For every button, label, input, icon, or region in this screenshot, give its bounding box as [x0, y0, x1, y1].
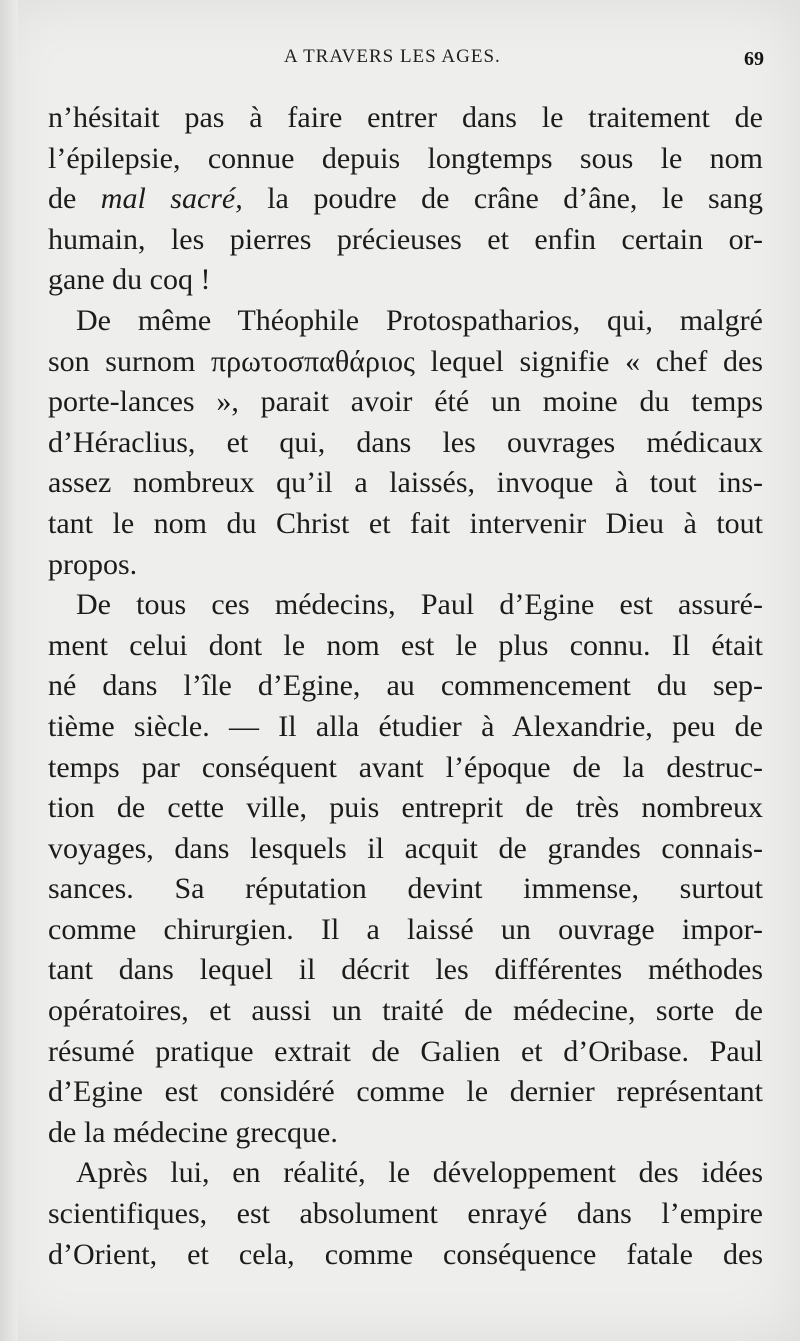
body-text: [48, 98, 763, 1275]
page-header: [48, 42, 764, 82]
text-fragment: de: [48, 182, 101, 216]
italic-term: mal sacré,: [100, 182, 243, 216]
paragraph-start-line: De tous ces médecins, Paul d’Egine est assuré-: [76, 588, 763, 622]
text-line: assez nombreux qu’il a laissés, invoque à tout ins-: [48, 466, 763, 500]
text-line: résumé pratique extrait de Galien et d’Oribase. Paul: [48, 1034, 763, 1068]
text-line: humain, les pierres précieuses et enfin certain or-: [48, 222, 763, 256]
text-line: tion de cette ville, puis entreprit de très nombreux: [48, 791, 763, 825]
text-line: voyages, dans lesquels il acquit de grandes connais-: [48, 831, 763, 865]
text-fragment: la poudre de crâne d’âne, le sang: [242, 182, 763, 216]
text-line-with-italic: [48, 179, 763, 220]
text-line: porte-lances », parait avoir été un moine du temps: [48, 385, 763, 419]
text-line: opératoires, et aussi un traité de médecine, sorte de: [48, 994, 763, 1028]
text-line: propos.: [48, 547, 138, 581]
text-line: scientifiques, est absolument enrayé dans l’empire: [48, 1197, 763, 1231]
text-line: d’Egine est considéré comme le dernier représentant: [48, 1075, 763, 1109]
text-line: d’Orient, et cela, comme conséquence fatale des: [48, 1237, 763, 1271]
text-line: d’Héraclius, et qui, dans les ouvrages médicaux: [48, 425, 763, 459]
text-line: tant dans lequel il décrit les différentes méthodes: [48, 953, 763, 987]
text-line: né dans l’île d’Egine, au commencement du sep-: [48, 669, 763, 703]
text-line: temps par conséquent avant l’époque de la destruc-: [48, 750, 763, 784]
paragraph-start-line: De même Théophile Protospatharios, qui, malgré: [76, 303, 763, 337]
text-line: n’hésitait pas à faire entrer dans le traitement de: [48, 101, 763, 134]
page-gutter-edge: [0, 0, 18, 1341]
running-title: A TRAVERS LES AGES.: [284, 46, 501, 67]
text-line: ment celui dont le nom est le plus connu. Il était: [48, 628, 763, 662]
paragraph-start-line: Après lui, en réalité, le développement des idées: [76, 1156, 763, 1190]
text-line: gane du coq !: [48, 263, 211, 297]
page-number: 69: [744, 48, 764, 70]
text-line: son surnom πρωτοσπαθάριος lequel signifie « chef des: [48, 344, 763, 378]
text-line: comme chirurgien. Il a laissé un ouvrage impor-: [48, 912, 763, 946]
text-line: l’épilepsie, connue depuis longtemps sous le nom: [48, 141, 763, 175]
text-line: de la médecine grecque.: [48, 1115, 338, 1149]
text-line: tième siècle. — Il alla étudier à Alexandrie, peu de: [48, 709, 763, 743]
text-line: tant le nom du Christ et fait intervenir Dieu à tout: [48, 506, 763, 540]
text-line: sances. Sa réputation devint immense, surtout: [48, 872, 763, 906]
